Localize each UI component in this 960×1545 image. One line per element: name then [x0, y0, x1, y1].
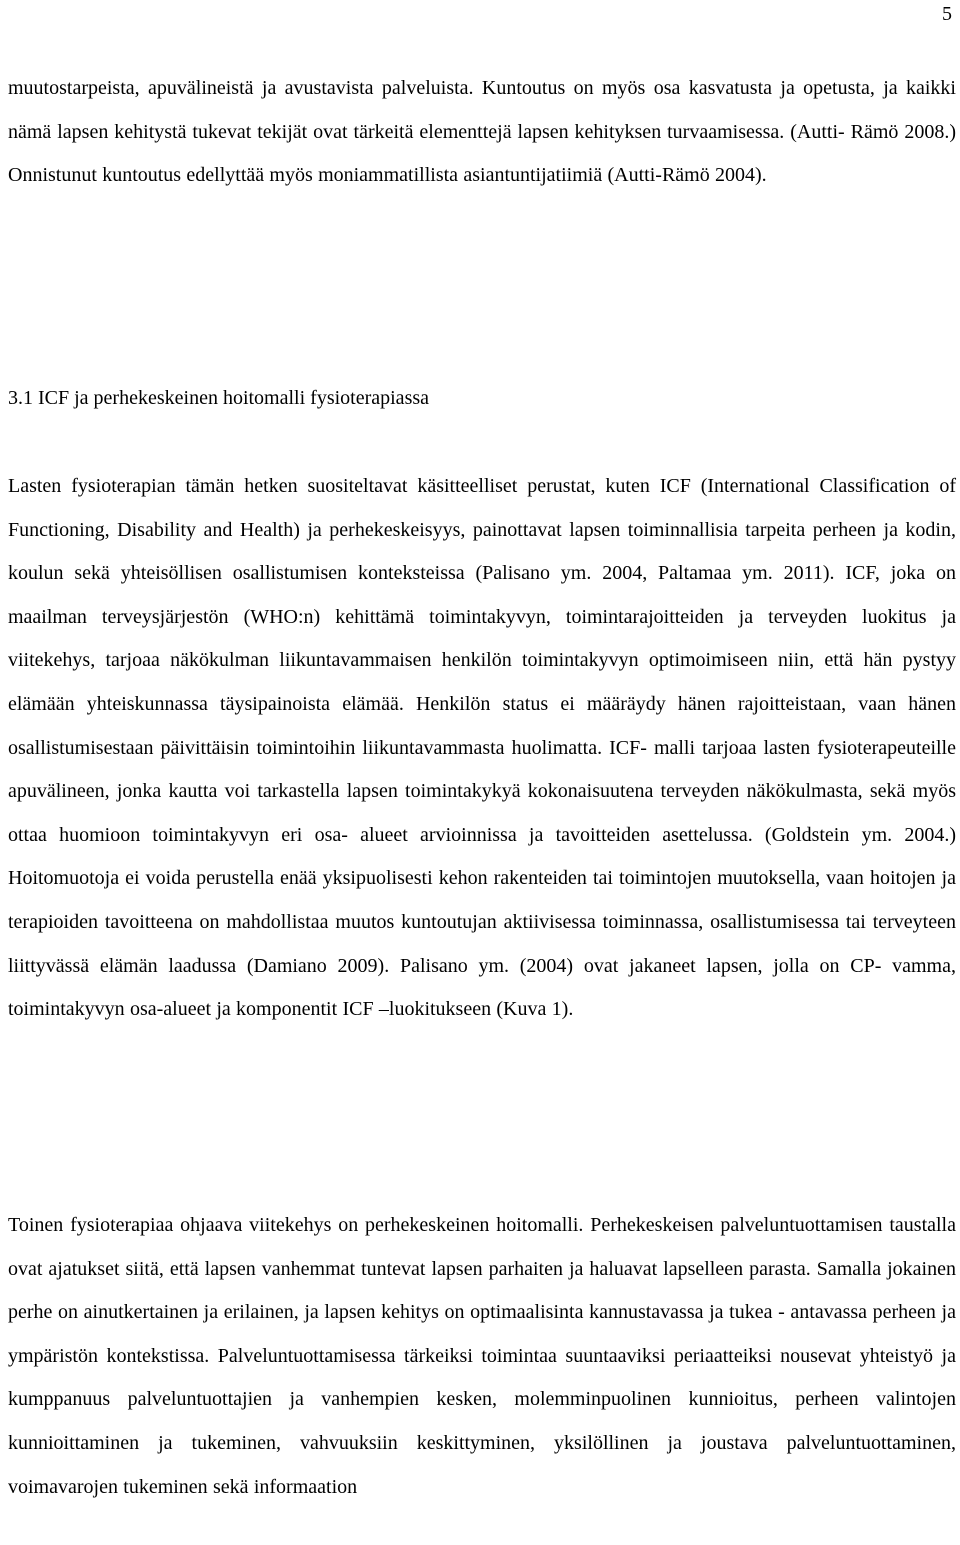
- paragraph-family-centered: Toinen fysioterapiaa ohjaava viitekehys on perhekeskeinen hoitomalli. Perhekeskeisen palveluntuottamisen taustalla ovat ajatukset siitä, että lapsen vanhemmat tuntevat lapsen parhaiten ja haluavat lapselleen parasta. Samalla jokainen perhe on ainutkertainen ja erilainen, ja lapsen kehitys on optimaalisinta kannustavassa ja tukea - antavassa perheen ja ympäristön kontekstissa. Palveluntuottamisessa tärkeiksi toimintaa suuntaaviksi periaatteiksi nousevat yhteistyö ja kumppanuus palveluntuottajien ja vanhempien kesken, molemminpuolinen kunnioitus, perheen valintojen kunnioittaminen ja tukeminen, vahvuuksiin keskittyminen, yksilöllinen ja joustava palveluntuottaminen, voimavarojen tukeminen sekä informaation: [8, 1214, 956, 1498]
- page-number: 5: [942, 3, 952, 25]
- section-heading: 3.1 ICF ja perhekeskeinen hoitomalli fysioterapiassa: [8, 387, 430, 409]
- paragraph-intro: muutostarpeista, apuvälineistä ja avustavista palveluista. Kuntoutus on myös osa kasvatusta ja opetusta, ja kaikki nämä lapsen kehitystä tukevat tekijät ovat tärkeitä elementtejä lapsen kehityksen turvaamisessa. (Autti- Rämö 2008.) Onnistunut kuntoutus edellyttää myös moniammatillista asiantuntijatiimiä (Autti-Rämö 2004).: [8, 77, 956, 187]
- paragraph-icf: Lasten fysioterapian tämän hetken suositeltavat käsitteelliset perustat, kuten ICF (International Classification of Functioning, Disability and Health) ja perhekeskeisyys, painottavat lapsen toiminnallisia tarpeita perheen ja kodin, koulun sekä yhteisöllisen osallistumisen konteksteissa (Palisano ym. 2004, Paltamaa ym. 2011). ICF, joka on maailman terveysjärjestön (WHO:n) kehittämä toimintakyvyn, toimintarajoitteiden ja terveyden luokitus ja viitekehys, tarjoaa näkökulman liikuntavammaisen henkilön toimintakyvyn optimoimiseen niin, että hän pystyy elämään yhteiskunnassa täysipainoista elämää. Henkilön status ei määräydy hänen rajoitteistaan, vaan hänen osallistumisestaan päivittäisin toimintoihin liikuntavammasta huolimatta. ICF- malli tarjoaa lasten fysioterapeuteille apuvälineen, jonka kautta voi tarkastella lapsen toimintakykyä kokonaisuutena terveyden näkökulmasta, sekä myös ottaa huomioon toimintakyvyn eri osa- alueet arvioinnissa ja tavoitteiden asettelussa. (Goldstein ym. 2004.) Hoitomuotoja ei voida perustella enää yksipuolisesti kehon rakenteiden tai toimintojen muutoksella, vaan hoitojen ja terapioiden tavoitteena on mahdollistaa muutos kuntoutujan aktiivisessa toiminnassa, osallistumisessa tai terveyteen liittyvässä elämän laadussa (Damiano 2009). Palisano ym. (2004) ovat jakaneet lapsen, jolla on CP- vamma, toimintakyvyn osa-alueet ja komponentit ICF –luokitukseen (Kuva 1).: [8, 475, 956, 1021]
